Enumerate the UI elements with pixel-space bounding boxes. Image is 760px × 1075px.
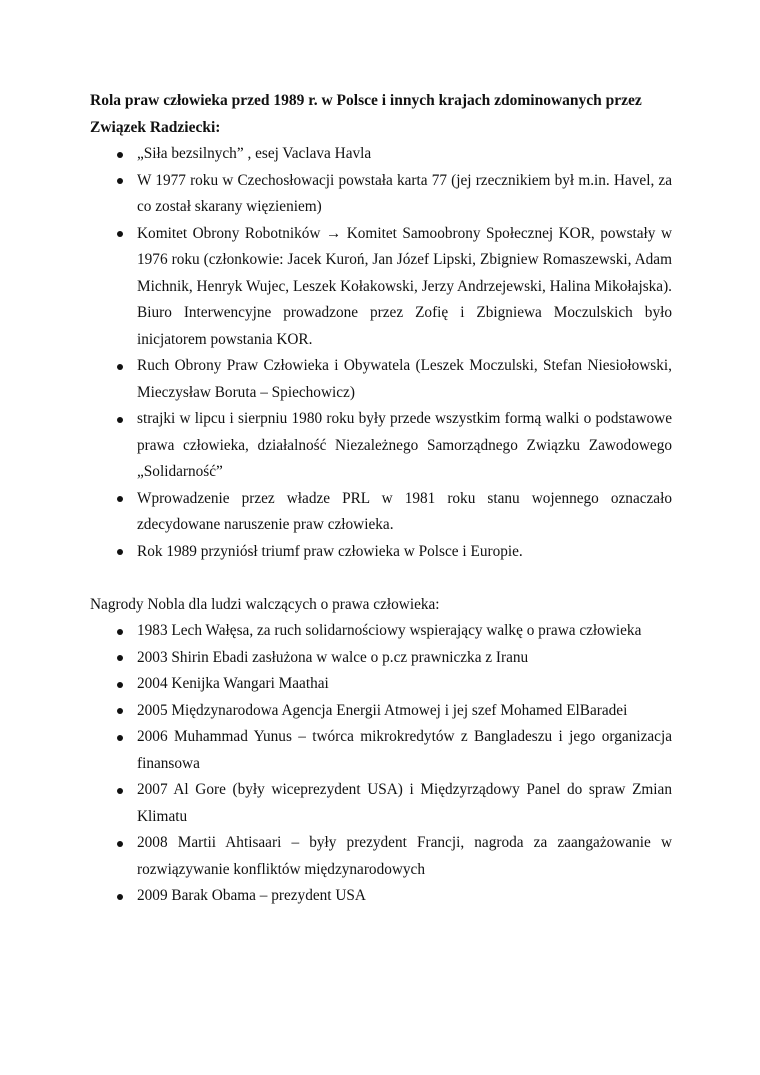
list-item xyxy=(90,724,672,777)
list-item-text: Ruch Obrony Praw Człowieka i Obywatela (Leszek Moczulski, Stefan Niesiołowski, Mieczysław Boruta – Spiechowicz) xyxy=(137,357,672,401)
list-item xyxy=(90,168,672,221)
list-item-text: 2005 Międzynarodowa Agencja Energii Atmowej i jej szef Mohamed ElBaradei xyxy=(137,701,628,719)
list-item-text: Rok 1989 przyniósł triumf praw człowieka w Polsce i Europie. xyxy=(137,542,523,560)
list-item-text: Komitet Obrony Robotników → Komitet Samoobrony Społecznej KOR, powstały w 1976 roku (członkowie: Jacek Kuroń, Jan Józef Lipski, Zbigniew Romaszewski, Adam Michnik, Henryk Wujec, Leszek Kołakowski, Jerzy Andrzejewski, Halina Mikołajska). Biuro Interwencyjne prowadzone przez Zofię i Zbigniewa Moczulskich było inicjatorem powstania KOR. xyxy=(137,224,672,348)
list-item-text: strajki w lipcu i sierpniu 1980 roku były przede wszystkim formą walki o podstawowe prawa człowieka, działalność Niezależnego Samorządnego Związku Zawodowego „Solidarność” xyxy=(137,410,672,480)
list-item xyxy=(90,830,672,883)
list-item-text: 2008 Martii Ahtisaari – były prezydent Francji, nagroda za zaangażowanie w rozwiązywanie konfliktów międzynarodowych xyxy=(137,834,672,878)
bullet-icon xyxy=(117,417,123,423)
bullet-icon xyxy=(117,152,123,158)
list-item xyxy=(90,353,672,406)
spacer xyxy=(90,565,672,591)
bullet-icon xyxy=(117,894,123,900)
list-item xyxy=(90,221,672,354)
bullet-icon xyxy=(117,629,123,635)
list-item xyxy=(90,539,672,566)
bullet-icon xyxy=(117,496,123,502)
list-item-text: Wprowadzenie przez władze PRL w 1981 roku stanu wojennego oznaczało zdecydowane naruszenie praw człowieka. xyxy=(137,489,672,533)
bullet-icon xyxy=(117,364,123,370)
list-item xyxy=(90,777,672,830)
document-page xyxy=(90,88,672,910)
bullet-icon xyxy=(117,682,123,688)
bullet-icon xyxy=(117,549,123,555)
bullet-icon xyxy=(117,655,123,661)
list-item xyxy=(90,618,672,645)
bullet-icon xyxy=(117,841,123,847)
bullet-icon xyxy=(117,735,123,741)
section1-list xyxy=(90,141,672,565)
bullet-icon xyxy=(117,708,123,714)
list-item xyxy=(90,883,672,910)
list-item-text: 2006 Muhammad Yunus – twórca mikrokredytów z Bangladeszu i jego organizacja finansowa xyxy=(137,728,672,772)
section2-list xyxy=(90,618,672,910)
bullet-icon xyxy=(117,788,123,794)
bullet-icon xyxy=(117,231,123,237)
list-item-text: 1983 Lech Wałęsa, za ruch solidarnościowy wspierający walkę o prawa człowieka xyxy=(137,622,642,639)
list-item-text: 2009 Barak Obama – prezydent USA xyxy=(137,887,366,904)
section2-title: Nagrody Nobla dla ludzi walczących o prawa człowieka: xyxy=(90,596,440,613)
list-item-text: 2007 Al Gore (były wiceprezydent USA) i Międzyrządowy Panel do spraw Zmian Klimatu xyxy=(137,781,672,825)
list-item xyxy=(90,645,672,672)
list-item xyxy=(90,671,672,698)
list-item-text: 2003 Shirin Ebadi zasłużona w walce o p.cz prawniczka z Iranu xyxy=(137,648,529,666)
bullet-icon xyxy=(117,178,123,184)
list-item xyxy=(90,698,672,725)
list-item-text: 2004 Kenijka Wangari Maathai xyxy=(137,675,329,692)
list-item xyxy=(90,406,672,486)
list-item-text: „Siła bezsilnych” , esej Vaclava Havla xyxy=(137,145,372,162)
list-item xyxy=(90,141,672,168)
section1-title: Rola praw człowieka przed 1989 r. w Polsce i innych krajach zdominowanych przez Związek Radziecki: xyxy=(90,92,642,136)
list-item-text: W 1977 roku w Czechosłowacji powstała karta 77 (jej rzecznikiem był m.in. Havel, za co został skarany więzieniem) xyxy=(137,171,672,215)
list-item xyxy=(90,486,672,539)
